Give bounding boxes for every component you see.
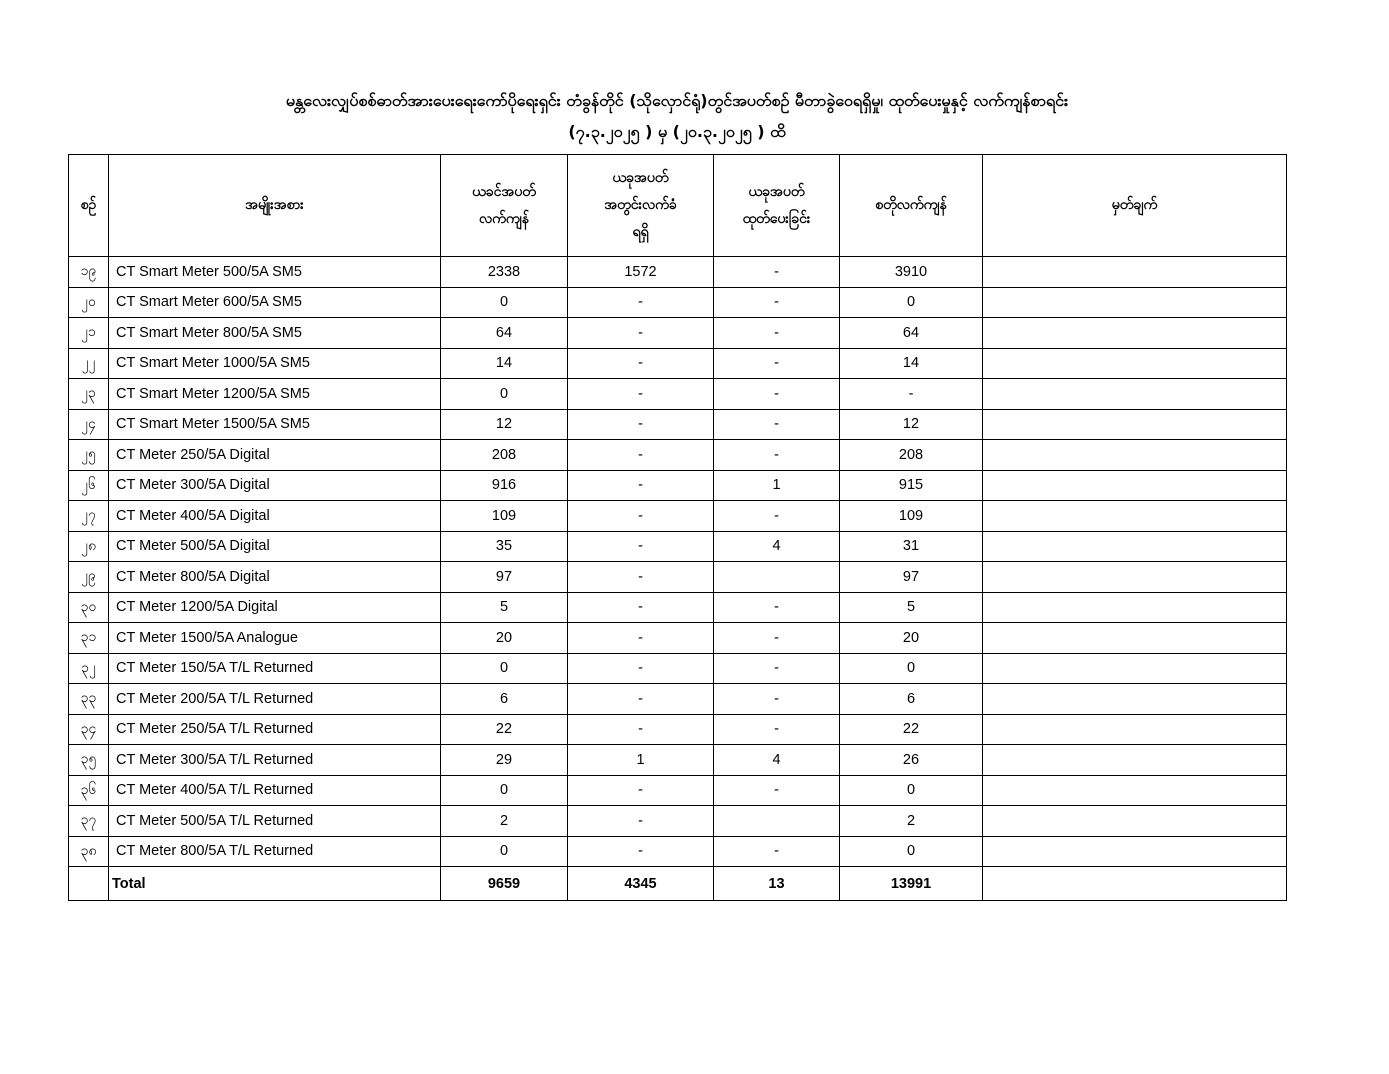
total-label: Total bbox=[109, 867, 441, 901]
cell-no: ၂၆ bbox=[69, 470, 109, 501]
cell-issued: 4 bbox=[714, 745, 840, 776]
total-issued: 13 bbox=[714, 867, 840, 901]
cell-prev: 97 bbox=[441, 562, 568, 593]
table-row bbox=[69, 714, 1287, 745]
cell-no: ၂၄ bbox=[69, 409, 109, 440]
cell-remarks bbox=[983, 287, 1287, 318]
cell-received: 1 bbox=[568, 745, 714, 776]
cell-received: - bbox=[568, 409, 714, 440]
cell-remarks bbox=[983, 562, 1287, 593]
cell-balance: 0 bbox=[840, 836, 983, 867]
cell-issued: - bbox=[714, 257, 840, 288]
cell-no: ၁၉ bbox=[69, 257, 109, 288]
cell-prev: 20 bbox=[441, 623, 568, 654]
cell-prev: 208 bbox=[441, 440, 568, 471]
cell-prev: 0 bbox=[441, 287, 568, 318]
cell-type: CT Meter 250/5A Digital bbox=[109, 440, 441, 471]
cell-type: CT Smart Meter 800/5A SM5 bbox=[109, 318, 441, 349]
cell-remarks bbox=[983, 531, 1287, 562]
cell-received: - bbox=[568, 623, 714, 654]
cell-balance: 22 bbox=[840, 714, 983, 745]
cell-prev: 2 bbox=[441, 806, 568, 837]
table-row bbox=[69, 653, 1287, 684]
table-row bbox=[69, 501, 1287, 532]
table-row bbox=[69, 684, 1287, 715]
cell-received: - bbox=[568, 501, 714, 532]
report-date-range: (၇.၃.၂၀၂၅ ) မှ (၂၀.၃.၂၀၂၅ ) ထိ bbox=[568, 122, 786, 141]
cell-type: CT Meter 300/5A Digital bbox=[109, 470, 441, 501]
cell-issued: - bbox=[714, 287, 840, 318]
cell-prev: 12 bbox=[441, 409, 568, 440]
cell-type: CT Meter 400/5A T/L Returned bbox=[109, 775, 441, 806]
cell-no: ၂၀ bbox=[69, 287, 109, 318]
cell-received: - bbox=[568, 714, 714, 745]
table-row bbox=[69, 287, 1287, 318]
cell-type: CT Meter 150/5A T/L Returned bbox=[109, 653, 441, 684]
cell-balance: 20 bbox=[840, 623, 983, 654]
header-received-line1: ယခုအပတ် bbox=[612, 170, 669, 186]
header-remarks: မှတ်ချက် bbox=[983, 155, 1287, 257]
header-received-line2: အတွင်းလက်ခံ bbox=[604, 197, 677, 213]
cell-received: - bbox=[568, 806, 714, 837]
cell-remarks bbox=[983, 379, 1287, 410]
cell-remarks bbox=[983, 470, 1287, 501]
total-prev: 9659 bbox=[441, 867, 568, 901]
cell-prev: 14 bbox=[441, 348, 568, 379]
cell-no: ၂၁ bbox=[69, 318, 109, 349]
cell-issued bbox=[714, 562, 840, 593]
cell-type: CT Smart Meter 1200/5A SM5 bbox=[109, 379, 441, 410]
cell-issued: 4 bbox=[714, 531, 840, 562]
cell-balance: 0 bbox=[840, 775, 983, 806]
cell-received: 1572 bbox=[568, 257, 714, 288]
cell-balance: 6 bbox=[840, 684, 983, 715]
cell-remarks bbox=[983, 653, 1287, 684]
cell-no: ၂၉ bbox=[69, 562, 109, 593]
cell-remarks bbox=[983, 348, 1287, 379]
cell-issued: - bbox=[714, 836, 840, 867]
cell-issued: - bbox=[714, 501, 840, 532]
cell-balance: 208 bbox=[840, 440, 983, 471]
cell-no: ၂၃ bbox=[69, 379, 109, 410]
cell-received: - bbox=[568, 775, 714, 806]
cell-no: ၂၂ bbox=[69, 348, 109, 379]
cell-issued: - bbox=[714, 318, 840, 349]
table-row bbox=[69, 318, 1287, 349]
table-row bbox=[69, 409, 1287, 440]
header-prev-balance-line1: ယခင်အပတ် bbox=[472, 183, 536, 200]
cell-received: - bbox=[568, 531, 714, 562]
cell-received: - bbox=[568, 287, 714, 318]
cell-received: - bbox=[568, 318, 714, 349]
cell-balance: 0 bbox=[840, 653, 983, 684]
cell-balance: 915 bbox=[840, 470, 983, 501]
header-no: စဉ် bbox=[69, 155, 109, 257]
cell-remarks bbox=[983, 714, 1287, 745]
cell-type: CT Meter 500/5A Digital bbox=[109, 531, 441, 562]
cell-issued: - bbox=[714, 684, 840, 715]
cell-type: CT Meter 500/5A T/L Returned bbox=[109, 806, 441, 837]
cell-remarks bbox=[983, 440, 1287, 471]
table-row bbox=[69, 257, 1287, 288]
cell-remarks bbox=[983, 745, 1287, 776]
cell-received: - bbox=[568, 470, 714, 501]
table-row bbox=[69, 745, 1287, 776]
header-prev-balance bbox=[441, 155, 568, 257]
total-balance: 13991 bbox=[840, 867, 983, 901]
cell-balance: 109 bbox=[840, 501, 983, 532]
cell-remarks bbox=[983, 592, 1287, 623]
header-balance: စတိုလက်ကျန် bbox=[840, 155, 983, 257]
table-row bbox=[69, 470, 1287, 501]
cell-type: CT Smart Meter 500/5A SM5 bbox=[109, 257, 441, 288]
cell-issued: - bbox=[714, 348, 840, 379]
cell-type: CT Meter 800/5A T/L Returned bbox=[109, 836, 441, 867]
cell-remarks bbox=[983, 836, 1287, 867]
cell-type: CT Meter 1200/5A Digital bbox=[109, 592, 441, 623]
cell-received: - bbox=[568, 684, 714, 715]
table-row bbox=[69, 348, 1287, 379]
cell-type: CT Meter 400/5A Digital bbox=[109, 501, 441, 532]
table-header-row bbox=[69, 155, 1287, 257]
table-row bbox=[69, 623, 1287, 654]
cell-issued: - bbox=[714, 592, 840, 623]
cell-type: CT Smart Meter 1500/5A SM5 bbox=[109, 409, 441, 440]
cell-remarks bbox=[983, 623, 1287, 654]
cell-prev: 0 bbox=[441, 379, 568, 410]
cell-type: CT Meter 1500/5A Analogue bbox=[109, 623, 441, 654]
cell-remarks bbox=[983, 257, 1287, 288]
cell-type: CT Smart Meter 1000/5A SM5 bbox=[109, 348, 441, 379]
cell-no: ၃၅ bbox=[69, 745, 109, 776]
cell-no: ၂၇ bbox=[69, 501, 109, 532]
cell-remarks bbox=[983, 806, 1287, 837]
cell-prev: 29 bbox=[441, 745, 568, 776]
cell-balance: 97 bbox=[840, 562, 983, 593]
cell-remarks bbox=[983, 775, 1287, 806]
cell-prev: 64 bbox=[441, 318, 568, 349]
cell-no: ၃၂ bbox=[69, 653, 109, 684]
cell-received: - bbox=[568, 440, 714, 471]
cell-issued: - bbox=[714, 653, 840, 684]
cell-remarks bbox=[983, 409, 1287, 440]
cell-balance: 2 bbox=[840, 806, 983, 837]
cell-type: CT Meter 800/5A Digital bbox=[109, 562, 441, 593]
cell-issued: - bbox=[714, 775, 840, 806]
cell-balance: - bbox=[840, 379, 983, 410]
cell-received: - bbox=[568, 653, 714, 684]
table-row bbox=[69, 592, 1287, 623]
cell-no: ၂၅ bbox=[69, 440, 109, 471]
cell-balance: 14 bbox=[840, 348, 983, 379]
cell-received: - bbox=[568, 562, 714, 593]
cell-received: - bbox=[568, 348, 714, 379]
header-type: အမျိုးအစား bbox=[109, 155, 441, 257]
cell-balance: 0 bbox=[840, 287, 983, 318]
cell-issued: - bbox=[714, 409, 840, 440]
cell-received: - bbox=[568, 379, 714, 410]
header-received-line3: ရရှိ bbox=[632, 224, 649, 240]
cell-type: CT Meter 200/5A T/L Returned bbox=[109, 684, 441, 715]
cell-type: CT Meter 250/5A T/L Returned bbox=[109, 714, 441, 745]
cell-no: ၃၄ bbox=[69, 714, 109, 745]
table-row bbox=[69, 379, 1287, 410]
cell-balance: 64 bbox=[840, 318, 983, 349]
cell-remarks bbox=[983, 501, 1287, 532]
cell-balance: 12 bbox=[840, 409, 983, 440]
cell-no: ၃၆ bbox=[69, 775, 109, 806]
inventory-table bbox=[68, 154, 1287, 901]
total-row bbox=[69, 867, 1287, 901]
table-row bbox=[69, 562, 1287, 593]
cell-prev: 2338 bbox=[441, 257, 568, 288]
cell-remarks bbox=[983, 318, 1287, 349]
table-row bbox=[69, 531, 1287, 562]
cell-prev: 916 bbox=[441, 470, 568, 501]
cell-balance: 3910 bbox=[840, 257, 983, 288]
total-received: 4345 bbox=[568, 867, 714, 901]
cell-prev: 6 bbox=[441, 684, 568, 715]
header-issued-line2: ထုတ်ပေးခြင်း bbox=[742, 210, 811, 227]
report-title: မန္တလေးလျှပ်စစ်ဓာတ်အားပေးရေးကော်ပိုရေးရှင်း တံခွန်တိုင် (သိုလှောင်ရုံ)တွင်အပတ်စဉ် မီတာခွဲဝေရရှိမှု၊ ထုတ်ပေးမှုနှင့် လက်ကျန်စာရင်း bbox=[285, 91, 1069, 110]
table-row bbox=[69, 836, 1287, 867]
cell-received: - bbox=[568, 592, 714, 623]
cell-balance: 5 bbox=[840, 592, 983, 623]
cell-remarks bbox=[983, 684, 1287, 715]
cell-received: - bbox=[568, 836, 714, 867]
header-prev-balance-line2: လက်ကျန် bbox=[479, 210, 529, 227]
cell-issued: - bbox=[714, 714, 840, 745]
cell-prev: 22 bbox=[441, 714, 568, 745]
total-no bbox=[69, 867, 109, 901]
total-remarks bbox=[983, 867, 1287, 901]
cell-prev: 0 bbox=[441, 653, 568, 684]
cell-balance: 26 bbox=[840, 745, 983, 776]
cell-prev: 109 bbox=[441, 501, 568, 532]
cell-no: ၃၈ bbox=[69, 836, 109, 867]
table-row bbox=[69, 440, 1287, 471]
header-issued bbox=[714, 155, 840, 257]
cell-prev: 0 bbox=[441, 836, 568, 867]
cell-issued bbox=[714, 806, 840, 837]
cell-issued: - bbox=[714, 379, 840, 410]
header-issued-line1: ယခုအပတ် bbox=[748, 183, 805, 200]
header-received bbox=[568, 155, 714, 257]
cell-issued: - bbox=[714, 440, 840, 471]
cell-issued: 1 bbox=[714, 470, 840, 501]
table-row bbox=[69, 806, 1287, 837]
cell-no: ၃၁ bbox=[69, 623, 109, 654]
cell-no: ၂၈ bbox=[69, 531, 109, 562]
cell-prev: 0 bbox=[441, 775, 568, 806]
cell-no: ၃၀ bbox=[69, 592, 109, 623]
cell-no: ၃၃ bbox=[69, 684, 109, 715]
cell-type: CT Meter 300/5A T/L Returned bbox=[109, 745, 441, 776]
cell-prev: 35 bbox=[441, 531, 568, 562]
cell-no: ၃၇ bbox=[69, 806, 109, 837]
cell-type: CT Smart Meter 600/5A SM5 bbox=[109, 287, 441, 318]
table-row bbox=[69, 775, 1287, 806]
cell-prev: 5 bbox=[441, 592, 568, 623]
cell-balance: 31 bbox=[840, 531, 983, 562]
cell-issued: - bbox=[714, 623, 840, 654]
